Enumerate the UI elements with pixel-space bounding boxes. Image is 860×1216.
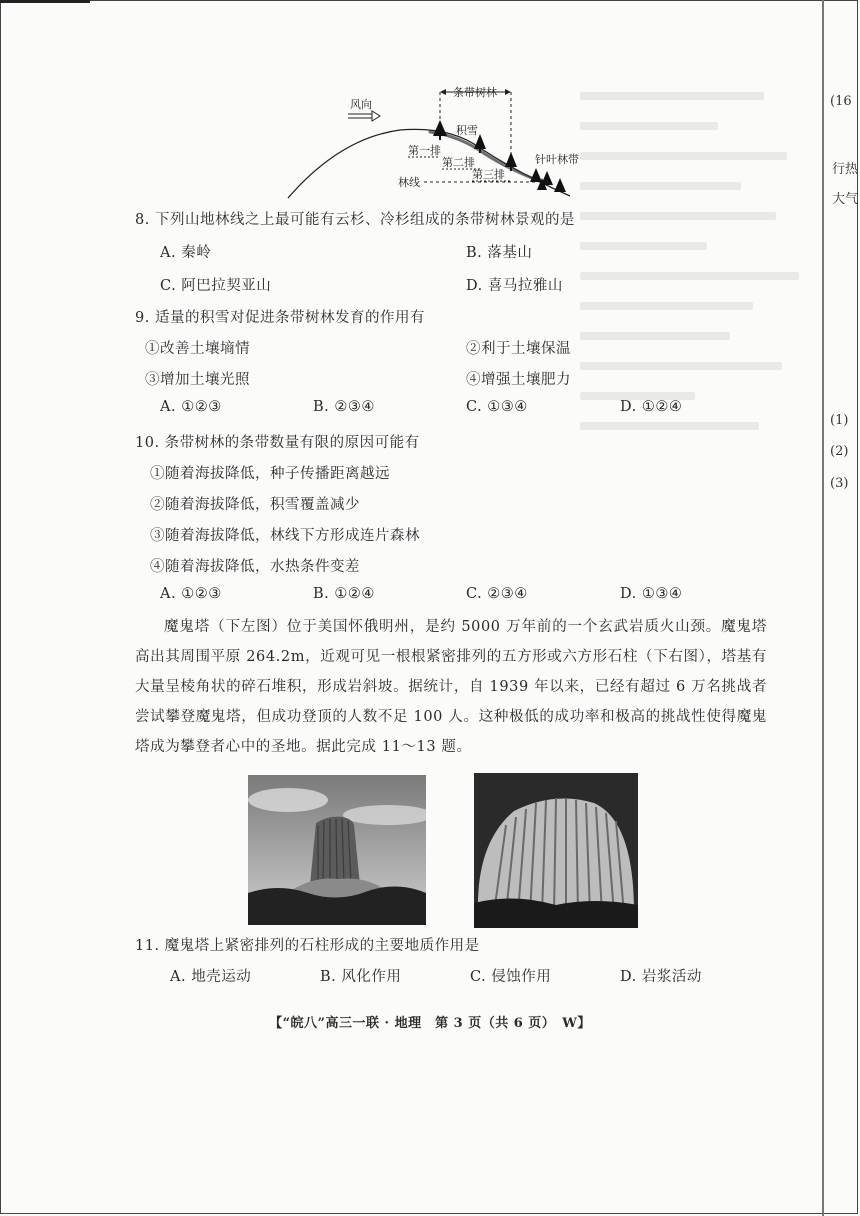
- q9-option-a[interactable]: A. ①②③: [160, 399, 222, 415]
- tree-icon: [433, 120, 447, 140]
- edge-fragment: 行热: [832, 162, 859, 177]
- q10-option-a[interactable]: A. ①②③: [160, 586, 222, 602]
- q11-option-c[interactable]: C. 侵蚀作用: [470, 969, 552, 985]
- devils-tower-photo-left: [248, 775, 426, 925]
- q8-stem: 8. 下列山地林线之上最可能有云杉、冷杉组成的条带树林景观的是: [135, 212, 575, 228]
- diagram-wind-label: 风向: [350, 98, 372, 111]
- diagram-treeline: 林线: [398, 176, 420, 189]
- tree-icon: [530, 168, 542, 182]
- q10-item-4: ④随着海拔降低，水热条件变差: [150, 559, 360, 575]
- q9-item-1: ①改善土壤墒情: [145, 341, 250, 357]
- q10-item-3: ③随着海拔降低，林线下方形成连片森林: [150, 528, 420, 544]
- q8-option-d[interactable]: D. 喜马拉雅山: [466, 278, 563, 294]
- passage-text: 魔鬼塔（下左图）位于美国怀俄明州，是约 5000 万年前的一个玄武岩质火山颈。魔鬼塔高出其周围平原 264.2m，近观可见一根根紧密排列的五方形或六方形石柱（下右图），塔基有大量呈棱角状的碎石堆积，形成岩斜坡。据统计，自 1939 年以来，已经有超过 6 万名挑战者尝试攀登魔鬼塔，但成功登顶的人数不足 100 人。这种极低的成功率和极高的挑战性使得魔鬼塔成为攀登者心中的圣地。据此完成 11～13 题。: [135, 619, 767, 755]
- q11-option-d[interactable]: D. 岩浆活动: [620, 969, 702, 985]
- q8-option-c[interactable]: C. 阿巴拉契亚山: [160, 278, 272, 294]
- diagram-row3: 第三排: [472, 168, 505, 181]
- devils-tower-columns-photo-right: [474, 773, 638, 928]
- q9-stem: 9. 适量的积雪对促进条带树林发育的作用有: [135, 310, 425, 326]
- edge-fragment: (3): [830, 476, 849, 491]
- tree-icon: [554, 178, 566, 192]
- q10-option-d[interactable]: D. ①③④: [620, 586, 683, 602]
- q11-option-a[interactable]: A. 地壳运动: [170, 969, 252, 985]
- scan-corner-mark: [0, 0, 90, 3]
- diagram-snow-label: 积雪: [456, 124, 478, 137]
- q9-option-d[interactable]: D. ①②④: [620, 399, 683, 415]
- diagram-row1: 第一排: [408, 144, 441, 157]
- diagram-belt-label: 条带树林: [453, 86, 497, 99]
- strip-forest-diagram: [280, 78, 580, 204]
- q9-option-b[interactable]: B. ②③④: [313, 399, 375, 415]
- q8-option-a[interactable]: A. 秦岭: [160, 245, 212, 261]
- q9-item-4: ④增强土壤肥力: [466, 372, 571, 388]
- edge-fragment: (16: [830, 94, 852, 109]
- q10-option-b[interactable]: B. ①②④: [313, 586, 375, 602]
- q10-stem: 10. 条带树林的条带数量有限的原因可能有: [135, 435, 420, 451]
- q10-item-1: ①随着海拔降低，种子传播距离越远: [150, 466, 390, 482]
- page-footer: 【“皖八”高三一联 · 地理 第 3 页（共 6 页） W】: [269, 1016, 591, 1031]
- q9-option-c[interactable]: C. ①③④: [466, 399, 528, 415]
- q10-item-2: ②随着海拔降低，积雪覆盖减少: [150, 497, 360, 513]
- q11-option-b[interactable]: B. 风化作用: [320, 969, 402, 985]
- edge-fragment: 大气: [832, 192, 859, 207]
- q9-item-2: ②利于土壤保温: [466, 341, 571, 357]
- q11-stem: 11. 魔鬼塔上紧密排列的石柱形成的主要地质作用是: [135, 938, 480, 954]
- q9-item-3: ③增加土壤光照: [145, 372, 250, 388]
- bleed-through-text: [580, 70, 810, 610]
- q10-option-c[interactable]: C. ②③④: [466, 586, 528, 602]
- page-edge-line: [822, 0, 824, 1216]
- edge-fragment: (2): [830, 444, 849, 459]
- edge-fragment: (1): [830, 413, 849, 428]
- diagram-conifer: 针叶林带: [535, 153, 579, 166]
- diagram-row2: 第二排: [442, 156, 475, 169]
- q8-option-b[interactable]: B. 落基山: [466, 245, 533, 261]
